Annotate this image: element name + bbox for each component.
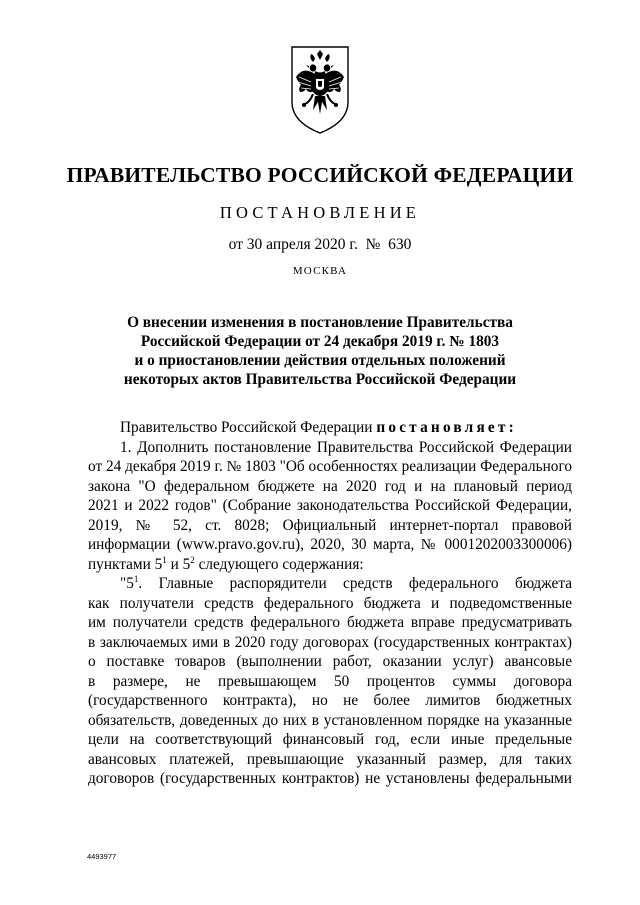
- subject-line: некоторых актов Правительства Российской Федерации: [123, 371, 517, 388]
- government-title: ПРАВИТЕЛЬСТВО РОССИЙСКОЙ ФЕДЕРАЦИИ: [66, 163, 574, 187]
- paragraph-line: 2019, № 52, ст. 8028; Официальный интернет-портал правовой: [88, 516, 572, 534]
- document-type: ПОСТАНОВЛЕНИЕ: [219, 203, 421, 222]
- paragraph-line: о поставке товаров (выполнении работ, оказании услуг) авансовые: [88, 653, 572, 670]
- paragraph-line: 2021 и 2022 годов" (Собрание законодательства Российской Федерации,: [88, 497, 572, 514]
- paragraph-line: [88, 574, 572, 594]
- paragraph-line: в размере, не превышающем 50 процентов суммы договора: [88, 672, 572, 690]
- subject-line: О внесении изменения в постановление Правительства: [127, 314, 513, 331]
- paragraph-line: как получатели средств федерального бюджета и подведомственные: [88, 594, 572, 612]
- document-subject: [0, 313, 640, 389]
- text-fragment: . Главные распорядители средств федерального бюджета: [138, 575, 572, 592]
- paragraph-line: закона "О федеральном бюджете на 2020 год и на плановый период: [88, 477, 572, 495]
- paragraph-line: авансовых платежей, превышающие указанный размер, для таких: [88, 750, 572, 768]
- date-and-number: от 30 апреля 2020 г. № 630: [228, 236, 412, 253]
- preamble: [88, 418, 572, 438]
- text-fragment: и 5: [166, 555, 191, 573]
- coat-of-arms-emblem: [289, 44, 351, 136]
- paragraph-line: цели на соответствующий финансовый год, если иные предельные: [88, 731, 572, 748]
- paragraph-line: договоров (государственных контрактов) не установлены федеральными: [88, 770, 572, 787]
- city-label: МОСКВА: [292, 265, 348, 277]
- paragraph-line: обязательств, доведенных до них в установленном порядке на указанные: [88, 711, 572, 729]
- paragraph-line: им получатели средств федерального бюджета вправе предусматривать: [88, 614, 572, 631]
- paragraph-line: в заключаемых ими в 2020 году договорах (государственных контрактах): [88, 633, 572, 651]
- text-fragment: следующего содержания:: [194, 555, 364, 573]
- superscript: 1: [162, 554, 167, 565]
- paragraph-line: (государственного контракта), но не более лимитов бюджетных: [88, 692, 572, 709]
- paragraph-line: информации (www.pravo.gov.ru), 2020, 30 марта, № 0001202003300006): [88, 536, 572, 553]
- preamble-verb: постановляет:: [376, 419, 517, 436]
- subject-line: и о приостановлении действия отдельных положений: [134, 352, 506, 369]
- superscript: 1: [133, 574, 139, 584]
- document-id: 4493977: [87, 852, 117, 861]
- document-body: [88, 418, 572, 789]
- superscript: 2: [190, 554, 195, 565]
- paragraph-line: 1. Дополнить постановление Правительства Российской Федерации: [120, 438, 572, 456]
- paragraph-line: [88, 555, 572, 575]
- preamble-lead: Правительство Российской Федерации: [120, 419, 377, 436]
- subject-line: Российской Федерации от 24 декабря 2019 г. № 1803: [140, 333, 500, 350]
- text-fragment: пунктами 5: [88, 555, 163, 573]
- text-fragment: "5: [120, 575, 134, 592]
- paragraph-line: от 24 декабря 2019 г. № 1803 "Об особенностях реализации Федерального: [88, 458, 572, 475]
